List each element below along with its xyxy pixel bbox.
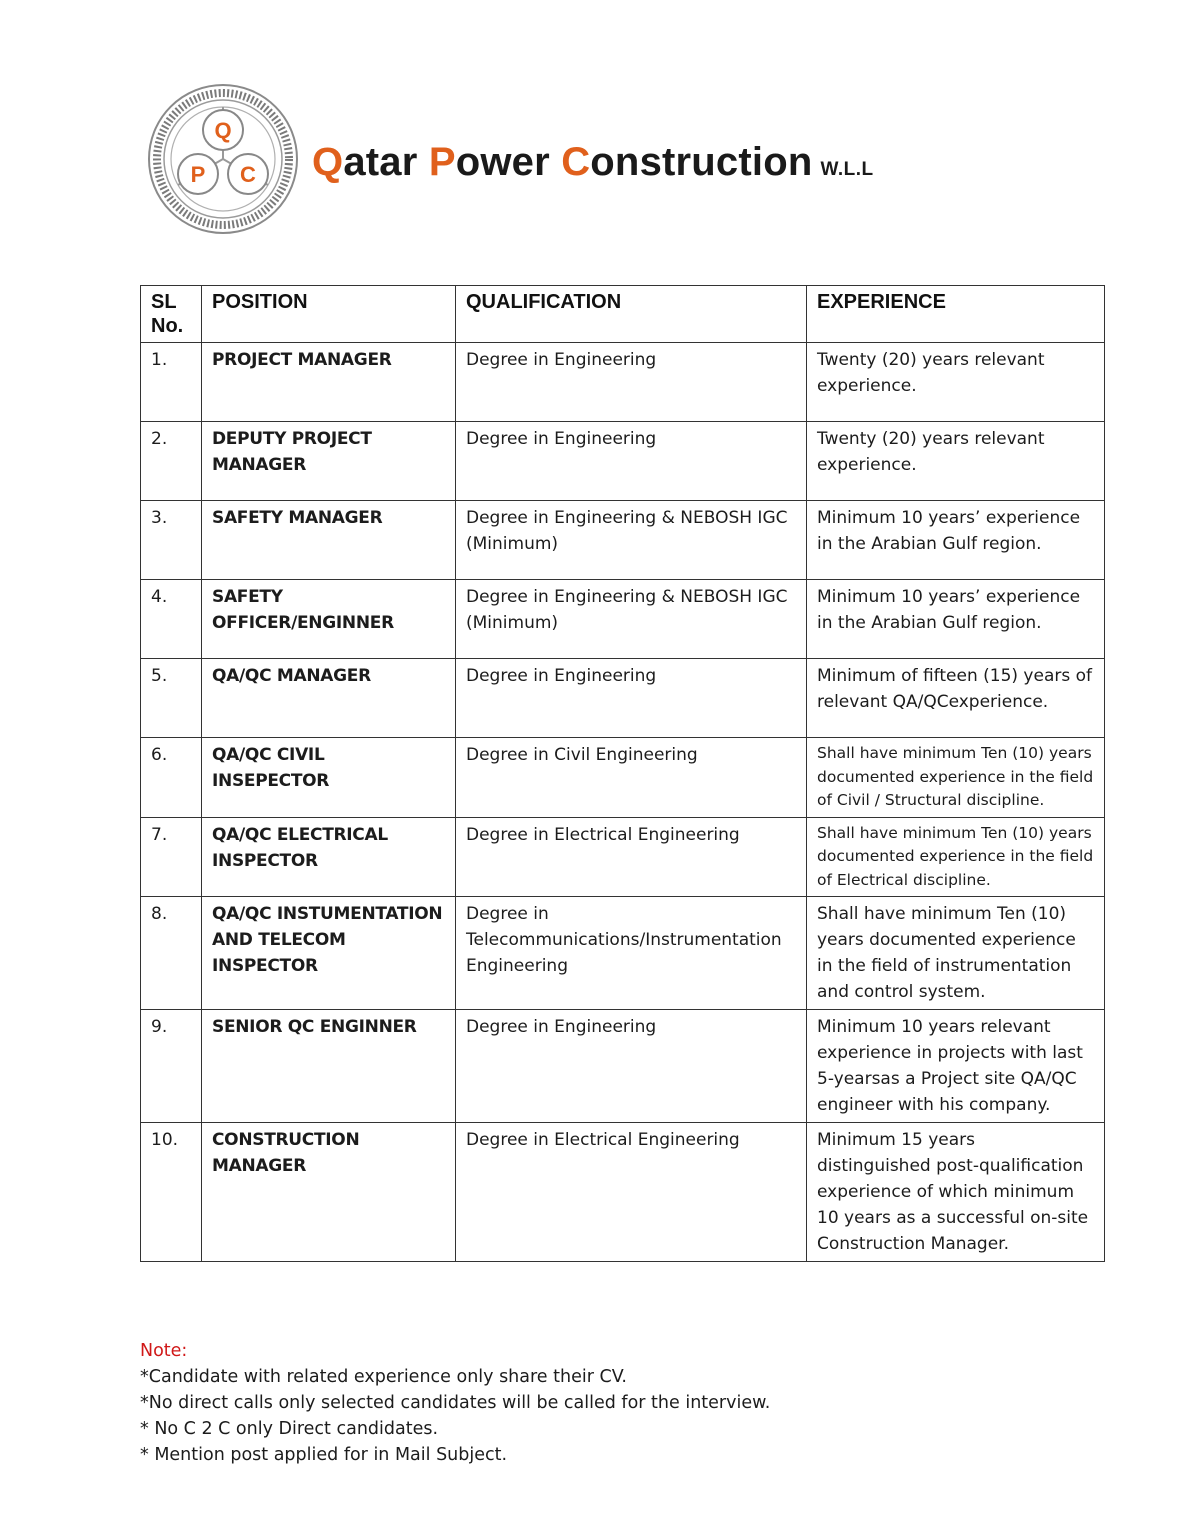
- note-section: [140, 1338, 770, 1468]
- note-line: * Mention post applied for in Mail Subject.: [140, 1445, 508, 1465]
- cell-qualification: Degree in Electrical Engineering: [456, 1123, 807, 1262]
- company-initial-p: P: [428, 140, 456, 184]
- header-position: POSITION: [202, 286, 456, 343]
- header-sl-no: SL No.: [141, 286, 202, 343]
- logo-letter-c: C: [240, 162, 256, 187]
- cell-sl: 8.: [141, 897, 202, 1010]
- table-row: [141, 1010, 1105, 1123]
- cell-experience: Minimum 10 years’ experience in the Arabian Gulf region.: [807, 501, 1105, 580]
- cell-sl: 3.: [141, 501, 202, 580]
- company-name: [312, 140, 874, 185]
- cell-position: PROJECT MANAGER: [202, 343, 456, 422]
- cell-position: QA/QC INSTUMENTATION AND TELECOM INSPECTOR: [202, 897, 456, 1010]
- cell-qualification: Degree in Civil Engineering: [456, 738, 807, 818]
- header-experience: EXPERIENCE: [807, 286, 1105, 343]
- note-title: Note:: [140, 1341, 188, 1361]
- cell-qualification: Degree in Electrical Engineering: [456, 817, 807, 897]
- cell-sl: 6.: [141, 738, 202, 818]
- cell-experience: Shall have minimum Ten (10) years documented experience in the field of Electrical discipline.: [807, 817, 1105, 897]
- cell-sl: 4.: [141, 580, 202, 659]
- cell-sl: 9.: [141, 1010, 202, 1123]
- cell-experience: Minimum 15 years distinguished post-qualification experience of which minimum 10 years as a successful on-site Construction Manager.: [807, 1123, 1105, 1262]
- cell-qualification: Degree in Engineering: [456, 1010, 807, 1123]
- cell-qualification: Degree in Engineering & NEBOSH IGC (Minimum): [456, 501, 807, 580]
- cell-position: QA/QC MANAGER: [202, 659, 456, 738]
- cell-qualification: Degree in Engineering: [456, 422, 807, 501]
- cell-qualification: Degree in Engineering & NEBOSH IGC (Minimum): [456, 580, 807, 659]
- company-word-rest-3: onstruction: [590, 140, 813, 184]
- cell-experience: Shall have minimum Ten (10) years documented experience in the field of Civil / Structural discipline.: [807, 738, 1105, 818]
- table-header-row: [141, 286, 1105, 343]
- cell-experience: Minimum 10 years relevant experience in projects with last 5-yearsas a Project site QA/QC engineer with his company.: [807, 1010, 1105, 1123]
- cell-experience: Shall have minimum Ten (10) years documented experience in the field of instrumentation and control system.: [807, 897, 1105, 1010]
- cell-position: SAFETY MANAGER: [202, 501, 456, 580]
- company-initial-q: Q: [312, 140, 344, 184]
- header-qualification: QUALIFICATION: [456, 286, 807, 343]
- cell-sl: 1.: [141, 343, 202, 422]
- cell-position: QA/QC CIVIL INSEPECTOR: [202, 738, 456, 818]
- company-logo-icon: [146, 82, 300, 236]
- company-initial-c: C: [561, 140, 591, 184]
- company-word-rest-1: atar: [343, 140, 429, 184]
- cell-experience: Twenty (20) years relevant experience.: [807, 422, 1105, 501]
- table-row: [141, 659, 1105, 738]
- cell-sl: 2.: [141, 422, 202, 501]
- note-line: * No C 2 C only Direct candidates.: [140, 1419, 439, 1439]
- company-word-rest-2: ower: [455, 140, 562, 184]
- table-row: [141, 501, 1105, 580]
- cell-experience: Minimum 10 years’ experience in the Arabian Gulf region.: [807, 580, 1105, 659]
- table-row: [141, 738, 1105, 818]
- cell-sl: 5.: [141, 659, 202, 738]
- cell-sl: 10.: [141, 1123, 202, 1262]
- cell-experience: Minimum of fifteen (15) years of relevant QA/QCexperience.: [807, 659, 1105, 738]
- table-row: [141, 1123, 1105, 1262]
- cell-qualification: Degree in Engineering: [456, 343, 807, 422]
- note-line: *Candidate with related experience only share their CV.: [140, 1367, 627, 1387]
- cell-position: CONSTRUCTION MANAGER: [202, 1123, 456, 1262]
- cell-experience: Twenty (20) years relevant experience.: [807, 343, 1105, 422]
- cell-position: SENIOR QC ENGINNER: [202, 1010, 456, 1123]
- logo-letter-p: P: [190, 162, 206, 187]
- company-suffix: W.L.L: [820, 159, 874, 180]
- cell-position: DEPUTY PROJECT MANAGER: [202, 422, 456, 501]
- cell-qualification: Degree in Engineering: [456, 659, 807, 738]
- cell-position: QA/QC ELECTRICAL INSPECTOR: [202, 817, 456, 897]
- table-row: [141, 580, 1105, 659]
- cell-position: SAFETY OFFICER/ENGINNER: [202, 580, 456, 659]
- cell-qualification: Degree in Telecommunications/Instrumentation Engineering: [456, 897, 807, 1010]
- note-line: *No direct calls only selected candidates will be called for the interview.: [140, 1393, 771, 1413]
- table-row: [141, 343, 1105, 422]
- logo-letter-q: Q: [214, 118, 232, 143]
- table-row: [141, 422, 1105, 501]
- table-row: [141, 897, 1105, 1010]
- cell-sl: 7.: [141, 817, 202, 897]
- table-row: [141, 817, 1105, 897]
- job-positions-table: [140, 285, 1105, 1262]
